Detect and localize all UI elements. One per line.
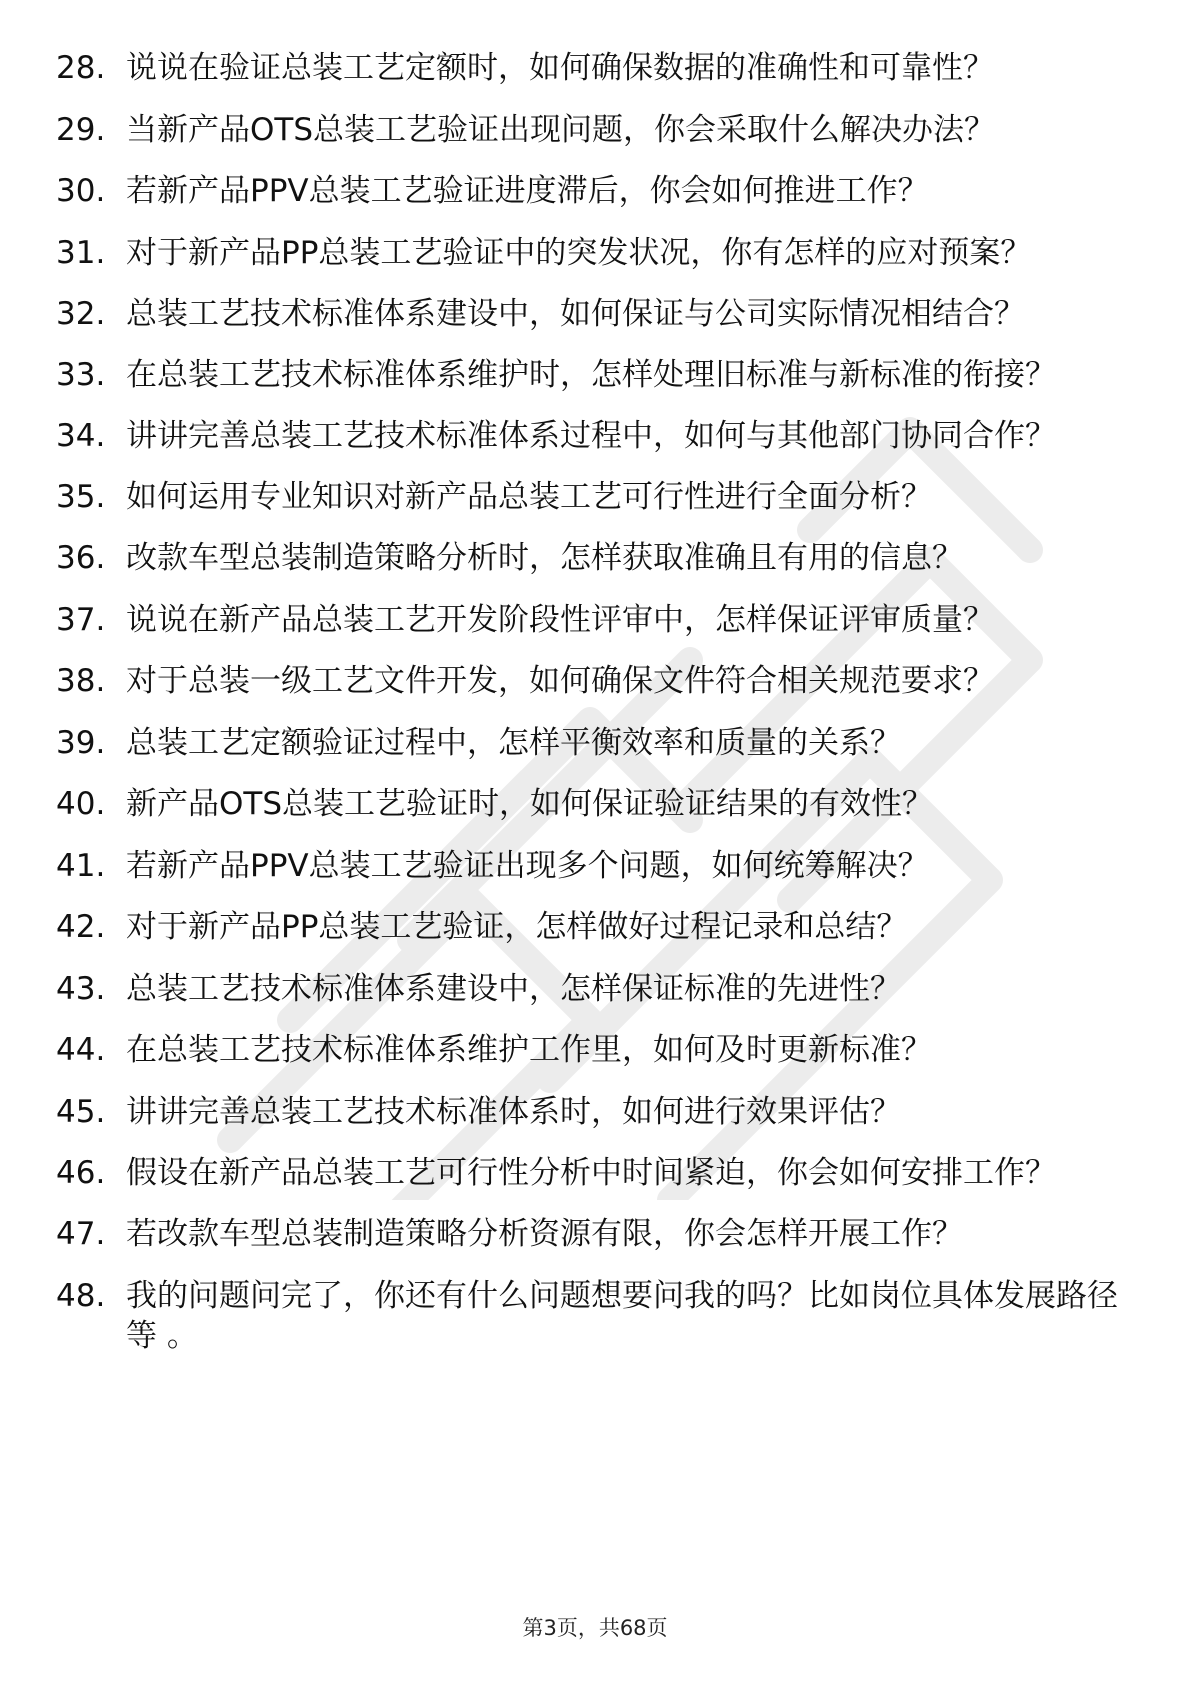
question-number: 42. [56,909,106,945]
question-text: 说说在验证总装工艺定额时，如何确保数据的准确性和可靠性？ [126,50,994,86]
question-number: 39. [56,724,106,761]
question-text: 总装工艺技术标准体系建设中，怎样保证标准的先进性？ [126,970,901,1007]
question-number: 41. [56,847,106,884]
question-text: 在总装工艺技术标准体系维护时，怎样处理旧标准与新标准的衔接？ [126,356,1056,393]
question-number: 47. [56,1216,106,1252]
list-item [56,355,1136,395]
list-item [56,969,1136,1009]
question-text: 对于总装一级工艺文件开发，如何确保文件符合相关规范要求？ [126,663,994,699]
question-number: 31. [56,234,106,271]
question-number: 30. [56,173,106,209]
question-number: 43. [56,970,106,1007]
question-text: 若改款车型总装制造策略分析资源有限，你会怎样开展工作？ [126,1216,963,1252]
list-item [56,723,1136,763]
question-text: 说说在新产品总装工艺开发阶段性评审中，怎样保证评审质量？ [126,601,994,638]
list-item [56,1092,1136,1132]
list-item [56,171,1136,211]
question-number: 37. [56,601,106,638]
question-text: 改款车型总装制造策略分析时，怎样获取准确且有用的信息？ [126,540,963,576]
question-number: 45. [56,1093,106,1130]
question-text: 总装工艺定额验证过程中，怎样平衡效率和质量的关系？ [126,724,901,761]
question-number: 34. [56,417,106,454]
question-text: 在总装工艺技术标准体系维护工作里，如何及时更新标准？ [126,1032,932,1068]
question-number: 38. [56,663,106,699]
question-text: 总装工艺技术标准体系建设中，如何保证与公司实际情况相结合？ [126,295,1025,332]
question-number: 35. [56,478,106,515]
question-text: 若新产品PPV总装工艺验证出现多个问题，如何统筹解决？ [126,847,929,884]
list-item [56,600,1136,640]
list-item [56,416,1136,456]
question-number: 40. [56,786,106,822]
list-item [56,1153,1136,1193]
question-text: 假设在新产品总装工艺可行性分析中时间紧迫，你会如何安排工作？ [126,1155,1056,1191]
question-text: 新产品OTS总装工艺验证时，如何保证验证结果的有效性？ [126,786,934,822]
list-item [56,784,1136,824]
question-number: 33. [56,356,106,393]
question-text: 讲讲完善总装工艺技术标准体系时，如何进行效果评估？ [126,1093,901,1130]
question-text: 当新产品OTS总装工艺验证出现问题，你会采取什么解决办法？ [126,111,996,148]
list-item [56,907,1136,947]
list-item [56,48,1136,88]
question-number: 29. [56,111,106,148]
question-number: 32. [56,295,106,332]
question-text: 若新产品PPV总装工艺验证进度滞后，你会如何推进工作？ [126,173,929,209]
question-text: 对于新产品PP总装工艺验证中的突发状况，你有怎样的应对预案？ [126,234,1032,271]
page-number: 第3页，共68页 [522,1616,668,1640]
list-item [56,294,1136,334]
question-text: 讲讲完善总装工艺技术标准体系过程中，如何与其他部门协同合作？ [126,417,1056,454]
list-item [56,661,1136,701]
list-item [56,233,1136,273]
question-text: 我的问题问完了，你还有什么问题想要问我的吗？比如岗位具体发展路径等 。 [126,1277,1118,1354]
question-text: 如何运用专业知识对新产品总装工艺可行性进行全面分析？ [126,478,932,515]
question-number: 28. [56,50,106,86]
question-list [56,48,1136,1377]
question-text: 对于新产品PP总装工艺验证，怎样做好过程记录和总结？ [126,909,908,945]
list-item [56,1030,1136,1070]
list-item [56,538,1136,578]
list-item [56,110,1136,150]
question-number: 48. [56,1277,106,1314]
list-item [56,1214,1136,1254]
list-item [56,846,1136,886]
list-item [56,477,1136,517]
question-number: 36. [56,540,106,576]
list-item [56,1276,1136,1356]
question-number: 44. [56,1032,106,1068]
question-number: 46. [56,1155,106,1191]
